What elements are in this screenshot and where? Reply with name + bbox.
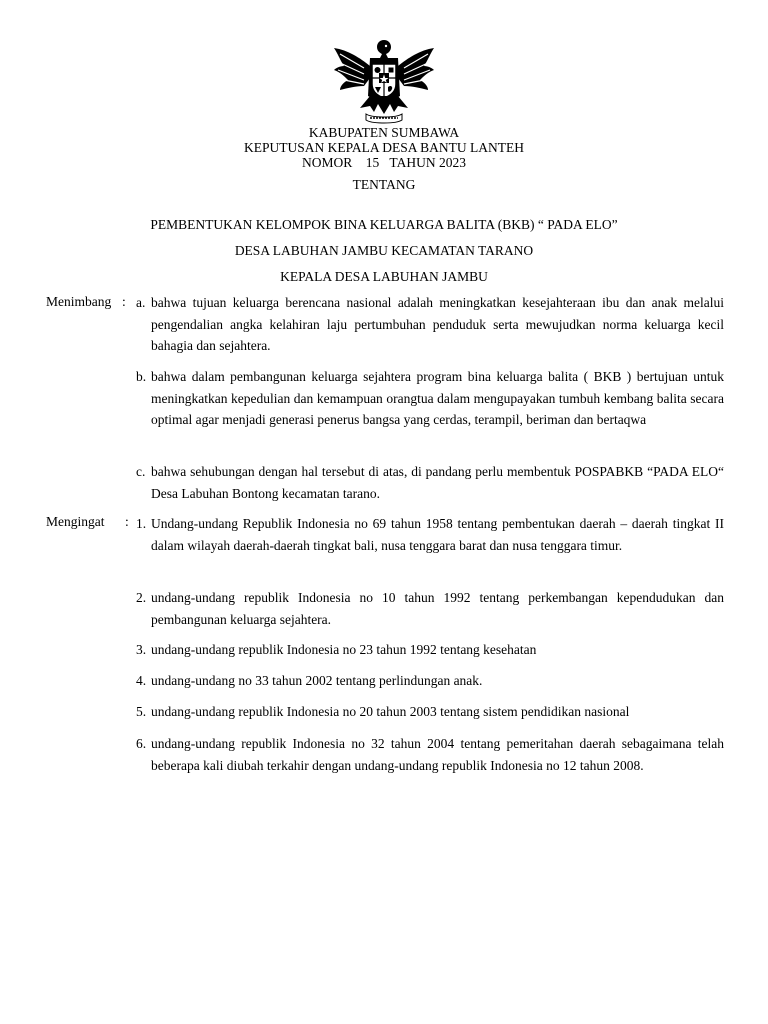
- list-item-text: undang-undang no 33 tahun 2002 tentang perlindungan anak.: [151, 673, 483, 688]
- menimbang-label: Menimbang: [46, 294, 112, 309]
- list-item-text: bahwa sehubungan dengan hal tersebut di atas, di pandang perlu membentuk POSPABKB “PADA ELO“ Desa Labuhan Bontong kecamatan tarano.: [151, 464, 724, 501]
- mengingat-item-6: [136, 733, 724, 776]
- document-header: [0, 125, 768, 170]
- menimbang-colon: :: [122, 294, 126, 309]
- list-item-text: undang-undang republik Indonesia no 23 tahun 1992 tentang kesehatan: [151, 642, 537, 657]
- list-marker: b.: [136, 369, 147, 384]
- mengingat-item-5: [136, 701, 724, 723]
- tentang-heading: TENTANG: [352, 177, 416, 192]
- list-item-text: Undang-undang Republik Indonesia no 69 tahun 1958 tentang pembentukan daerah – daerah tingkat II dalam wilayah daerah-daerah tingkat bali, nusa tenggara barat dan nusa tenggara timur.: [151, 516, 724, 553]
- mengingat-colon: :: [125, 514, 129, 529]
- list-item-text: bahwa dalam pembangunan keluarga sejahtera program bina keluarga balita ( BKB ) bertujuan untuk meningkatkan kepedulian dan kemampuan orangtua dalam mengupayakan tumbuh kembang balita secara optimal agar menjadi generasi penerus bangsa yang cerdas, terampil, beriman dan bertaqwa: [151, 369, 724, 427]
- mengingat-item-3: [136, 639, 724, 661]
- mengingat-label: Mengingat: [46, 514, 105, 529]
- list-marker: a.: [136, 295, 146, 310]
- mengingat-item-1: [136, 513, 724, 556]
- mengingat-item-2: [136, 587, 724, 630]
- list-marker: 5.: [136, 704, 147, 719]
- decree-number-line: [0, 155, 768, 170]
- garuda-emblem-icon: [330, 38, 438, 124]
- mengingat-item-4: [136, 670, 724, 692]
- list-item-text: undang-undang republik Indonesia no 10 tahun 1992 tentang perkembangan kependudukan dan pembangunan keluarga sejahtera.: [151, 590, 724, 627]
- list-marker: 2.: [136, 590, 147, 605]
- decree-title: KEPUTUSAN KEPALA DESA BANTU LANTEH: [243, 140, 524, 155]
- subject-village: DESA LABUHAN JAMBU KECAMATAN TARANO: [234, 243, 534, 258]
- subject-title: PEMBENTUKAN KELOMPOK BINA KELUARGA BALITA (BKB) “ PADA ELO”: [150, 217, 618, 232]
- regency-name: KABUPATEN SUMBAWA: [308, 125, 460, 140]
- list-marker: 1.: [136, 516, 147, 531]
- issuer-title: KEPALA DESA LABUHAN JAMBU: [280, 269, 488, 284]
- decree-year: TAHUN 2023: [389, 155, 466, 170]
- list-item-text: undang-undang republik Indonesia no 20 tahun 2003 tentang sistem pendidikan nasional: [151, 704, 630, 719]
- list-item-text: undang-undang republik Indonesia no 32 tahun 2004 tentang pemeritahan daerah sebagaimana telah beberapa kali diubah terkahir dengan undang-undang republik Indonesia no 12 tahun 2008.: [151, 736, 724, 773]
- nomor-value: 15: [365, 155, 380, 170]
- menimbang-item-a: [136, 292, 724, 357]
- menimbang-item-b: [136, 366, 724, 431]
- list-marker: 3.: [136, 642, 147, 657]
- list-marker: c.: [136, 464, 146, 479]
- list-marker: 4.: [136, 673, 147, 688]
- list-item-text: bahwa tujuan keluarga berencana nasional adalah meningkatkan kesejahteraan ibu dan anak melalui pengendalian angka kelahiran laju pertumbuhan penduduk serta mewujudkan norma keluarga kecil bahagia dan sejahtera.: [151, 295, 724, 353]
- list-marker: 6.: [136, 736, 147, 751]
- nomor-label: NOMOR: [302, 155, 353, 170]
- menimbang-item-c: [136, 461, 724, 504]
